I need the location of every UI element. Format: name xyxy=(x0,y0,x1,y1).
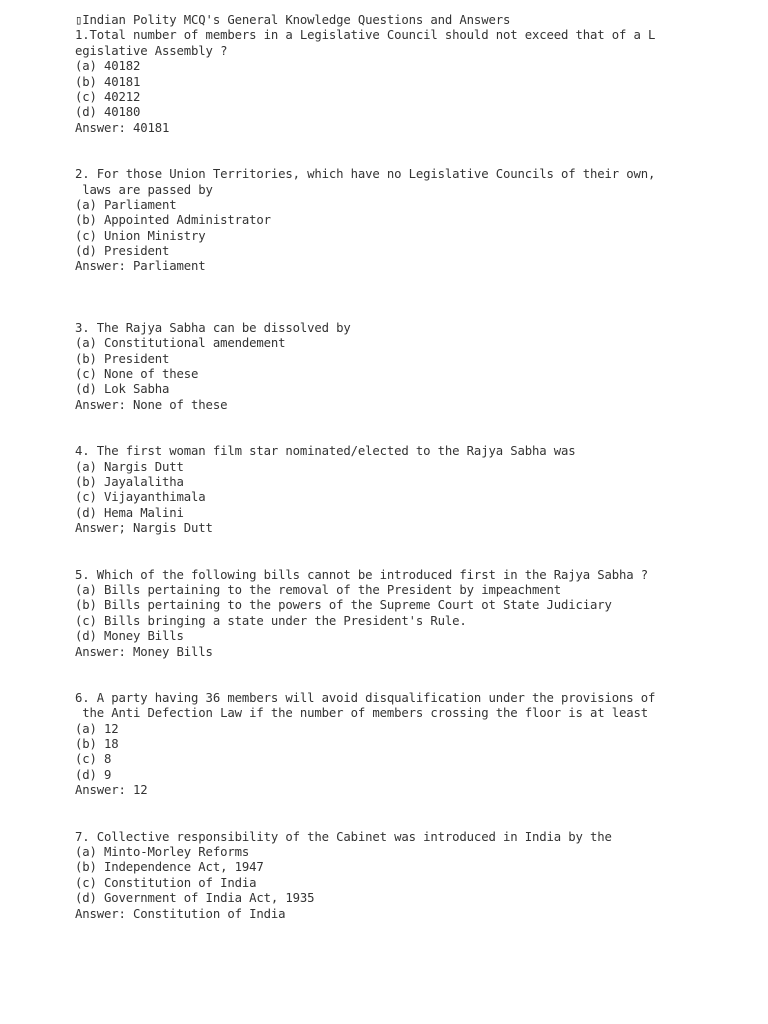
document-page xyxy=(75,13,765,922)
option-b: (b) Bills pertaining to the powers of the Supreme Court ot State Judiciary xyxy=(75,598,612,613)
question-text: 5. Which of the following bills cannot be introduced first in the Rajya Sabha ? xyxy=(75,567,649,582)
option-a: (a) Minto-Morley Reforms xyxy=(75,845,250,860)
question-text: 4. The first woman film star nominated/elected to the Rajya Sabha was xyxy=(75,444,576,459)
option-c: (c) 40212 xyxy=(75,89,141,104)
answer-text: Answer: None of these xyxy=(75,397,228,412)
answer-text: Answer: 12 xyxy=(75,783,148,798)
question-block-3 xyxy=(75,321,765,413)
question-text: 2. For those Union Territories, which have no Legislative Councils of their own, xyxy=(75,167,656,182)
option-d: (d) Government of India Act, 1935 xyxy=(75,891,315,906)
question-block-6 xyxy=(75,691,765,799)
option-c: (c) 8 xyxy=(75,752,112,767)
option-b: (b) 18 xyxy=(75,737,119,752)
option-d: (d) Lok Sabha xyxy=(75,382,170,397)
option-a: (a) 40182 xyxy=(75,59,141,74)
option-b: (b) President xyxy=(75,351,170,366)
option-a: (a) 12 xyxy=(75,721,119,736)
question-text: 1.Total number of members in a Legislative Council should not exceed that of a L xyxy=(75,28,656,43)
question-text: 3. The Rajya Sabha can be dissolved by xyxy=(75,320,351,335)
question-text: laws are passed by xyxy=(75,182,213,197)
answer-text: Answer: 40181 xyxy=(75,120,170,135)
option-b: (b) Independence Act, 1947 xyxy=(75,860,264,875)
document-title: ▯Indian Polity MCQ's General Knowledge Questions and Answers xyxy=(75,13,511,27)
question-text: 6. A party having 36 members will avoid disqualification under the provisions of xyxy=(75,690,656,705)
option-c: (c) Union Ministry xyxy=(75,228,206,243)
option-d: (d) Hema Malini xyxy=(75,505,184,520)
answer-text: Answer: Money Bills xyxy=(75,644,213,659)
option-a: (a) Parliament xyxy=(75,197,177,212)
answer-text: Answer; Nargis Dutt xyxy=(75,521,213,536)
option-c: (c) None of these xyxy=(75,367,199,382)
option-b: (b) Jayalalitha xyxy=(75,474,184,489)
question-text: egislative Assembly ? xyxy=(75,43,228,58)
option-d: (d) Money Bills xyxy=(75,629,184,644)
option-a: (a) Nargis Dutt xyxy=(75,459,184,474)
option-a: (a) Bills pertaining to the removal of the President by impeachment xyxy=(75,582,561,597)
option-d: (d) 40180 xyxy=(75,105,141,120)
question-block-4 xyxy=(75,444,765,536)
question-block-1 xyxy=(75,28,765,136)
option-b: (b) 40181 xyxy=(75,74,141,89)
question-block-5 xyxy=(75,568,765,660)
option-d: (d) President xyxy=(75,244,170,259)
answer-text: Answer: Parliament xyxy=(75,259,206,274)
option-b: (b) Appointed Administrator xyxy=(75,213,271,228)
option-c: (c) Vijayanthimala xyxy=(75,490,206,505)
option-c: (c) Bills bringing a state under the President's Rule. xyxy=(75,613,467,628)
question-block-7 xyxy=(75,830,765,922)
question-block-2 xyxy=(75,167,765,275)
question-text: 7. Collective responsibility of the Cabinet was introduced in India by the xyxy=(75,829,612,844)
question-text: the Anti Defection Law if the number of members crossing the floor is at least xyxy=(75,706,649,721)
option-d: (d) 9 xyxy=(75,767,112,782)
option-c: (c) Constitution of India xyxy=(75,875,257,890)
option-a: (a) Constitutional amendement xyxy=(75,336,286,351)
answer-text: Answer: Constitution of India xyxy=(75,906,286,921)
